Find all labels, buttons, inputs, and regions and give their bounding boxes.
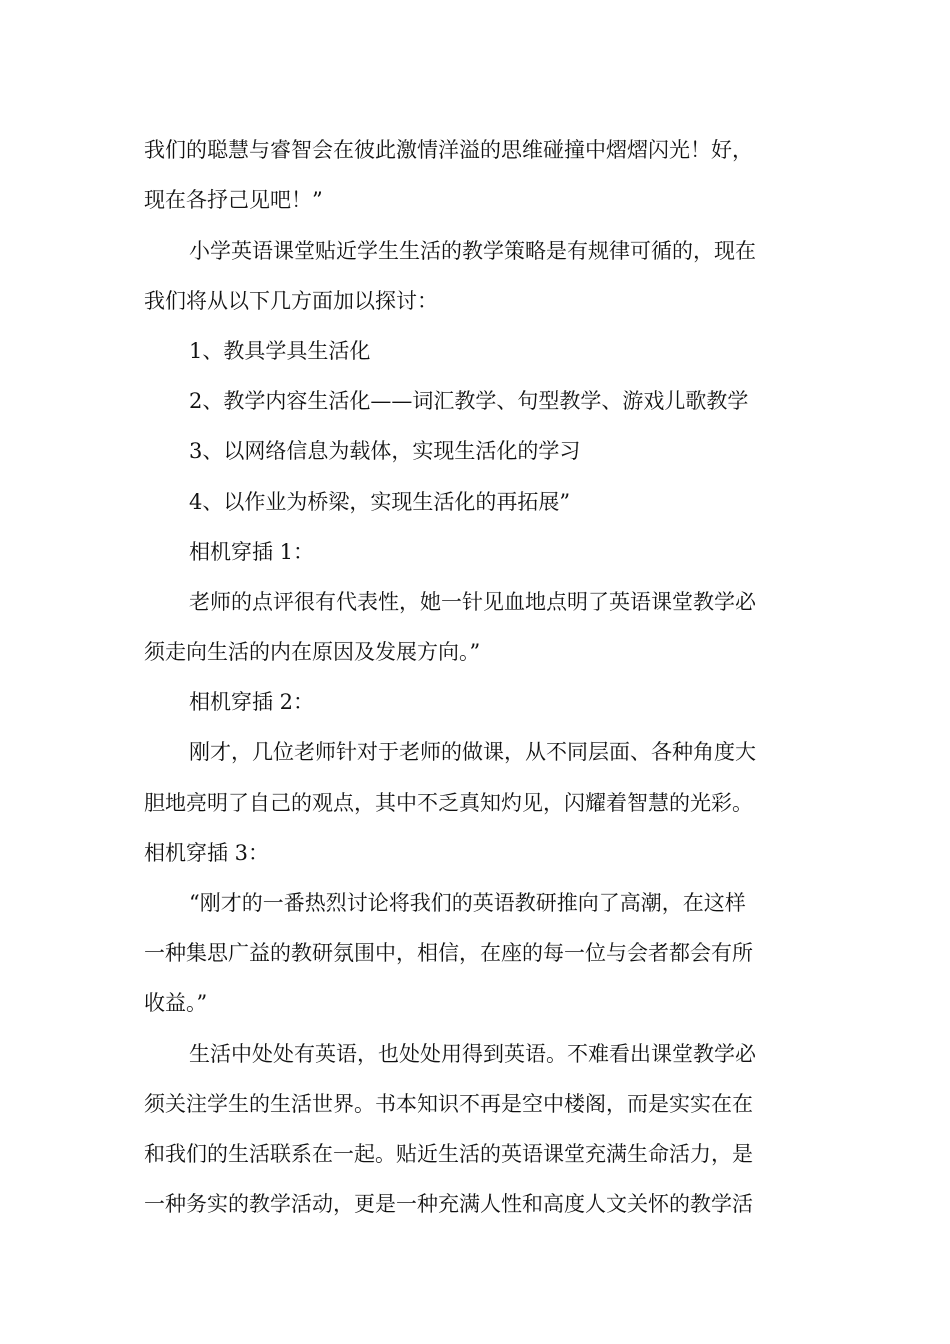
text-line: 须走向生活的内在原因及发展方向。”: [144, 640, 481, 664]
paragraph-first-line: 小学英语课堂贴近学生生活的教学策略是有规律可循的，现在: [189, 239, 756, 263]
section-label: 相机穿插 3：: [144, 841, 270, 865]
list-item-2: 2、教学内容生活化——词汇教学、句型教学、游戏儿歌教学: [189, 389, 749, 413]
list-item-3: 3、以网络信息为载体，实现生活化的学习: [189, 439, 581, 463]
text-line: 和我们的生活联系在一起。贴近生活的英语课堂充满生命活力，是: [144, 1142, 753, 1166]
text-line: 收益。”: [144, 991, 208, 1015]
text-line: 须关注学生的生活世界。书本知识不再是空中楼阁，而是实实在在: [144, 1092, 753, 1116]
section-label: 相机穿插 1：: [189, 540, 315, 564]
text-line: 一种集思广益的教研氛围中，相信，在座的每一位与会者都会有所: [144, 941, 753, 965]
paragraph-first-line: 老师的点评很有代表性，她一针见血地点明了英语课堂教学必: [189, 590, 756, 614]
paragraph-first-line: 生活中处处有英语，也处处用得到英语。不难看出课堂教学必: [189, 1042, 756, 1066]
list-item-1: 1、教具学具生活化: [189, 339, 371, 363]
text-line: 一种务实的教学活动，更是一种充满人性和高度人文关怀的教学活: [144, 1192, 753, 1216]
section-label: 相机穿插 2：: [189, 690, 315, 714]
paragraph-first-line: 刚才，几位老师针对于老师的做课，从不同层面、各种角度大: [189, 740, 756, 764]
text-line: 胆地亮明了自己的观点，其中不乏真知灼见，闪耀着智慧的光彩。: [144, 791, 753, 815]
paragraph-first-line: “刚才的一番热烈讨论将我们的英语教研推向了高潮，在这样: [189, 891, 746, 915]
list-item-4: 4、以作业为桥梁，实现生活化的再拓展”: [189, 490, 571, 514]
text-line: 我们的聪慧与睿智会在彼此激情洋溢的思维碰撞中熠熠闪光！好，: [144, 138, 753, 162]
text-line: 现在各抒己见吧！”: [144, 188, 323, 212]
text-line: 我们将从以下几方面加以探讨：: [144, 289, 438, 313]
